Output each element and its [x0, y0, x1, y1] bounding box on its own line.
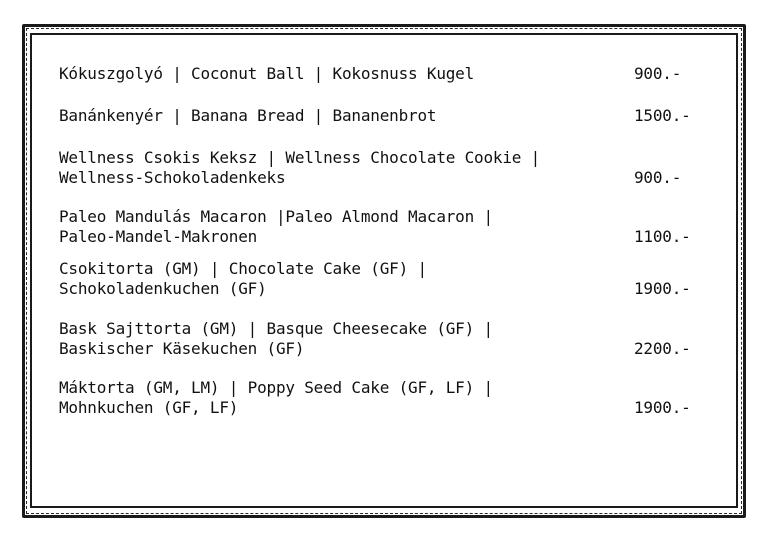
item-price: 2200.- [634, 339, 691, 358]
item-name-line: Banánkenyér | Banana Bread | Bananenbrot [59, 106, 437, 125]
item-price: 1500.- [634, 106, 691, 125]
item-name [59, 106, 619, 126]
item-name [59, 148, 619, 188]
item-name-line: Paleo Mandulás Macaron |Paleo Almond Macaron | [59, 207, 493, 226]
item-price: 1900.- [634, 279, 691, 298]
item-name-line: Csokitorta (GM) | Chocolate Cake (GF) | [59, 259, 427, 278]
item-name [59, 378, 619, 418]
item-name-line: Kókuszgolyó | Coconut Ball | Kokosnuss Kugel [59, 64, 475, 83]
item-name-line: Mohnkuchen (GF, LF) [59, 398, 239, 417]
item-name-line: Wellness Csokis Keksz | Wellness Chocolate Cookie | [59, 148, 541, 167]
item-name-line: Bask Sajttorta (GM) | Basque Cheesecake (GF) | [59, 319, 493, 338]
item-price: 1900.- [634, 398, 691, 417]
item-name-line: Máktorta (GM, LM) | Poppy Seed Cake (GF, LF) | [59, 378, 493, 397]
item-name [59, 319, 619, 359]
item-price: 900.- [634, 168, 682, 187]
item-name-line: Wellness-Schokoladenkeks [59, 168, 286, 187]
item-name [59, 259, 619, 299]
item-price: 900.- [634, 64, 682, 83]
item-name [59, 64, 619, 84]
item-name-line: Baskischer Käsekuchen (GF) [59, 339, 305, 358]
item-name-line: Schokoladenkuchen (GF) [59, 279, 267, 298]
item-price: 1100.- [634, 227, 691, 246]
item-name [59, 207, 619, 247]
item-name-line: Paleo-Mandel-Makronen [59, 227, 258, 246]
